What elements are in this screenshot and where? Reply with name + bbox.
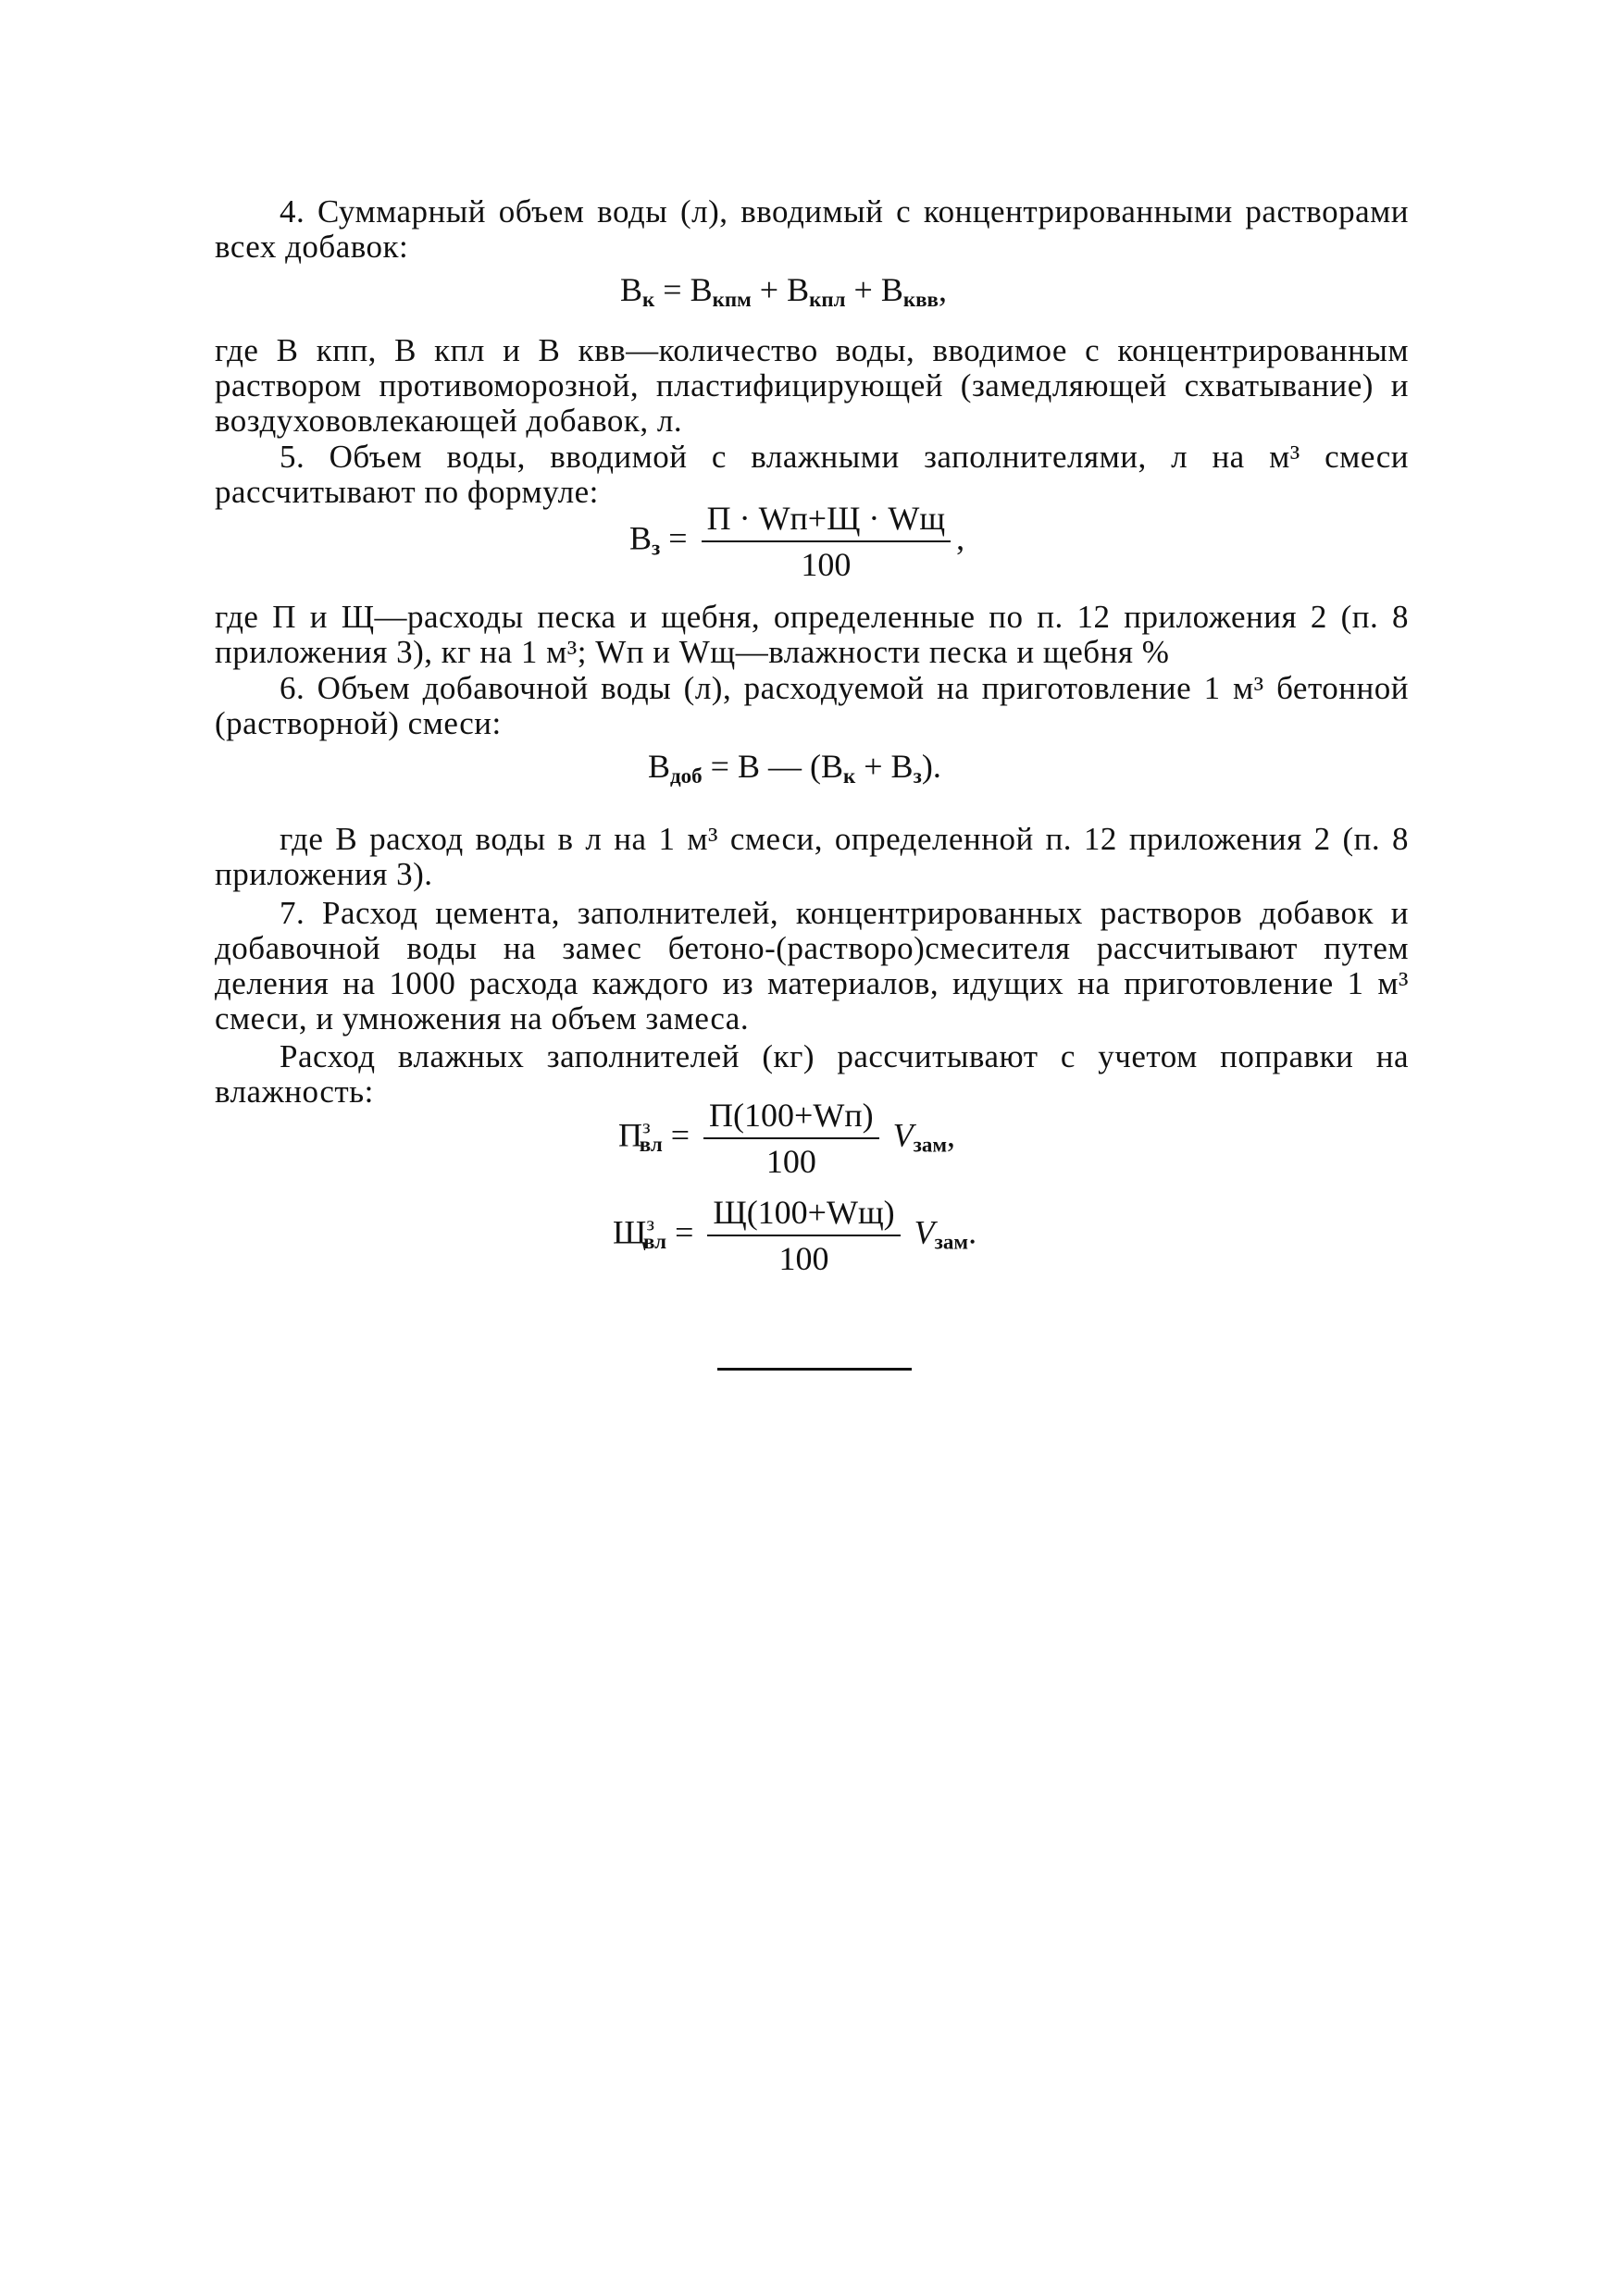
formula-4-denominator: 100: [765, 1143, 816, 1180]
paragraph-4: [215, 194, 1409, 265]
formula-2-lhs: В: [629, 519, 653, 557]
formula-4-numerator: П(100+Wп): [703, 1097, 879, 1139]
paragraph-6-explanation-text: где В расход воды в л на 1 м³ смеси, определенной п. 12 приложения 2 (п. 8 приложения 3).: [215, 821, 1409, 892]
formula-2-eq: =: [668, 519, 688, 557]
formula-5-lhs: Щ: [613, 1213, 647, 1251]
formula-3-rhs-sub1: к: [842, 764, 856, 788]
formula-4-end: ,: [947, 1116, 955, 1154]
formula-4-volume: V: [892, 1116, 914, 1154]
formula-1-plus1: +: [759, 271, 779, 308]
paragraph-4-explanation: [215, 333, 1409, 439]
formula-1-lhs-sub: к: [642, 288, 655, 311]
paragraph-7-continued-text: Расход влажных заполнителей (кг) рассчитывают с учетом поправки на влажность:: [215, 1038, 1409, 1110]
formula-1-term1-sub: кпм: [712, 288, 752, 311]
formula-additional-water: [648, 748, 941, 795]
formula-1-end: ,: [938, 271, 947, 308]
formula-4-lhs: П: [618, 1116, 642, 1154]
paragraph-4-text: 4. Суммарный объем воды (л), вводимый с концентрированными растворами всех добавок:: [215, 193, 1409, 265]
formula-3-lhs: В: [648, 748, 671, 785]
paragraph-4-explanation-text: где В кпп, В кпл и В квв—количество воды, вводимое с концентрированным раствором противоморозной, пластифицирующей (замедляющей схватывание) и воздухововлекающей добавок, л.: [215, 332, 1409, 439]
formula-wet-sand: [618, 1097, 955, 1180]
formula-5-eq: =: [675, 1213, 694, 1251]
formula-4-eq: =: [670, 1116, 690, 1154]
formula-5-lhs-sup: з: [646, 1211, 655, 1235]
paragraph-5-explanation: [215, 600, 1409, 670]
formula-3-rhs: В — (В: [737, 748, 843, 785]
formula-3-lhs-sub: доб: [670, 764, 703, 788]
formula-3-end: ).: [921, 748, 941, 785]
paragraph-6-explanation: [215, 822, 1409, 892]
formula-5-numerator: Щ(100+Wщ): [707, 1194, 900, 1236]
formula-1-term2: В: [787, 271, 810, 308]
formula-1-term3-sub: квв: [902, 288, 939, 311]
paragraph-6: [215, 671, 1409, 741]
paragraph-5-explanation-text: где П и Щ—расходы песка и щебня, определенные по п. 12 приложения 2 (п. 8 приложения 3), кг на 1 м³; Wп и Wщ—влажности песка и щебня %: [215, 599, 1409, 670]
formula-5-lhs-sub: вл: [643, 1230, 667, 1254]
formula-1-plus2: +: [853, 271, 873, 308]
formula-4-volume-sub: зам: [913, 1133, 947, 1157]
formula-2-denominator: 100: [801, 546, 852, 583]
formula-2-numerator: П · Wп+Щ · Wщ: [702, 500, 952, 542]
section-end-rule: [717, 1368, 912, 1371]
paragraph-7-text: 7. Расход цемента, заполнителей, концентрированных растворов добавок и добавочной воды на замес бетоно-(растворо)смесителя рассчитывают путем деления на 1000 расхода каждого из материалов, идущих на приготовление 1 м³ смеси, и умножения на объем замеса.: [215, 895, 1409, 1036]
formula-5-volume-sub: зам: [934, 1230, 969, 1254]
formula-2-end: ,: [956, 519, 965, 557]
formula-5-denominator: 100: [778, 1240, 829, 1277]
formula-4-fraction: [703, 1097, 879, 1180]
formula-4-lhs-sub: вл: [639, 1133, 663, 1157]
paragraph-6-text: 6. Объем добавочной воды (л), расходуемой на приготовление 1 м³ бетонной (растворной) смеси:: [215, 670, 1409, 741]
formula-2-fraction: [702, 500, 952, 583]
formula-water-aggregates: [629, 500, 964, 583]
formula-2-lhs-sub: з: [652, 536, 661, 560]
formula-3-rhs-sub2: з: [913, 764, 922, 788]
formula-5-fraction: [707, 1194, 900, 1277]
formula-wet-gravel: [613, 1194, 976, 1277]
formula-1-term2-sub: кпл: [809, 288, 846, 311]
paragraph-7: [215, 896, 1409, 1036]
formula-1-eq: =: [663, 271, 682, 308]
formula-4-lhs-sup: з: [642, 1114, 651, 1138]
paragraph-5-text: 5. Объем воды, вводимой с влажными заполнителями, л на м³ смеси рассчитывают по формуле:: [215, 439, 1409, 510]
formula-1-term1: В: [690, 271, 713, 308]
formula-3-eq: =: [710, 748, 729, 785]
formula-5-volume: V: [914, 1213, 935, 1251]
formula-1-term3: В: [880, 271, 903, 308]
formula-3-rhs-mid: + В: [855, 748, 914, 785]
formula-1-lhs: В: [620, 271, 643, 308]
formula-5-end: .: [968, 1213, 977, 1251]
formula-water-total: [620, 271, 947, 318]
